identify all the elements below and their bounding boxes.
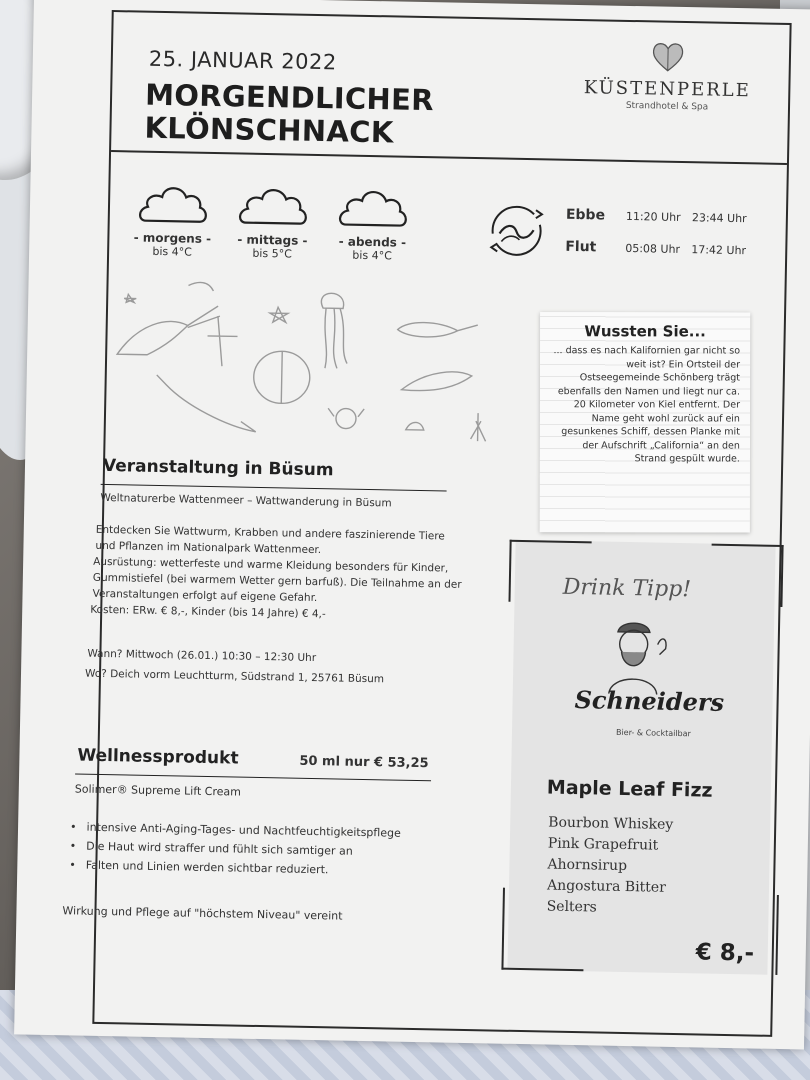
- ingredient: Selters: [546, 898, 597, 916]
- weather-evening: [327, 184, 418, 263]
- logo-name: KÜSTENPERLE: [583, 77, 752, 102]
- event-subtitle: Weltnaturerbe Wattenmeer – Wattwanderung in Büsum: [100, 491, 392, 510]
- sea-creatures-illustration: [105, 274, 508, 452]
- wellness-bullet: • intensive Anti-Aging-Tages- und Nachtfeuchtigkeitspflege: [70, 817, 470, 844]
- cloud-icon: [236, 182, 311, 227]
- wellness-bullets: [69, 817, 470, 882]
- wellness-bullet: • Die Haut wird straffer und fühlt sich samtiger an: [70, 836, 470, 863]
- bar-brand-subtitle: Bier- & Cocktailbar: [615, 727, 691, 739]
- sailor-illustration: [599, 613, 671, 694]
- did-you-know-card: [540, 312, 750, 532]
- issue-date: 25. JANUAR 2022: [148, 46, 337, 75]
- tide-time-1: 11:20 Uhr: [625, 209, 681, 224]
- page-frame: [62, 10, 791, 1037]
- drink-tip-heading: Drink Tipp!: [562, 574, 692, 603]
- logo-subtitle: Strandhotel & Spa: [625, 100, 709, 113]
- newsletter-page: [14, 0, 810, 1049]
- weather-temp: bis 4°C: [152, 244, 192, 259]
- tide-flood: [565, 238, 747, 258]
- tide-time-1: 05:08 Uhr: [625, 241, 681, 256]
- tide-time-2: 17:42 Uhr: [691, 243, 747, 258]
- event-when: Wann? Mittwoch (26.01.) 10:30 – 12:30 Uhr: [87, 647, 317, 665]
- wellness-footer: Wirkung und Pflege auf "höchstem Niveau" vereint: [62, 904, 343, 923]
- wave-cycle-icon: [485, 201, 548, 260]
- wellness-bullet: • Falten und Linien werden sichtbar reduziert.: [69, 855, 469, 882]
- weather-morning: [127, 180, 218, 259]
- hotel-logo: [572, 39, 763, 114]
- tide-time-2: 23:44 Uhr: [691, 211, 747, 226]
- title-line-2: KLÖNSCHNACK: [144, 110, 394, 150]
- ingredient: Angostura Bitter: [546, 877, 667, 896]
- wellness-title: Wellnessprodukt: [77, 745, 239, 769]
- weather-noon: [227, 182, 318, 261]
- corner-bracket: [710, 544, 783, 607]
- weather-label: - morgens -: [133, 230, 212, 246]
- cloud-icon: [336, 184, 411, 229]
- wellness-price: 50 ml nur € 53,25: [299, 753, 429, 772]
- header-divider: [111, 150, 787, 165]
- title-line-1: MORGENDLICHER: [144, 77, 435, 118]
- ingredient: Pink Grapefruit: [547, 835, 659, 854]
- bar-brand: Schneiders: [574, 685, 725, 717]
- wellness-product: Solimer® Supreme Lift Cream: [74, 782, 242, 799]
- ingredient: Ahornsirup: [547, 856, 628, 875]
- weather-temp: bis 5°C: [252, 246, 292, 261]
- did-you-know-text: ... dass es nach Kalifornien gar nicht so weit ist? Ein Ortsteil der Ostseegemeinde Schönberg trägt ebenfalls den Namen und liegt nur ca. 20 Kilometer von Kiel entfernt. Der Name geht wohl zurück auf ein gesunkenes Schiff, dessen Planke mit der Aufschrift „California“ an den Strand gespült wurde.: [553, 345, 741, 465]
- heart-icon: [651, 40, 686, 73]
- tide-name: Flut: [565, 238, 597, 256]
- wellness-underline: [75, 773, 431, 781]
- weather-temp: bis 4°C: [352, 248, 392, 263]
- cocktail-price: € 8,-: [695, 939, 755, 967]
- corner-bracket: [763, 895, 779, 975]
- weather-label: - mittags -: [237, 232, 308, 248]
- event-equipment: Ausrüstung: wetterfeste und warme Kleidung besonders für Kinder, Gummistiefel (bei warmem Wetter gern barfuß). Die Teilnahme an der Veranstaltungen erfolgt auf eigene Gefahr.: [92, 555, 462, 605]
- event-where: Wo? Deich vorm Leuchtturm, Südstrand 1, 25761 Büsum: [84, 667, 385, 686]
- cocktail-ingredients: [546, 813, 673, 920]
- event-costs: Kosten: ERw. € 8,-, Kinder (bis 14 Jahre) € 4,-: [90, 603, 326, 621]
- tide-name: Ebbe: [565, 206, 606, 224]
- did-you-know-title: Wussten Sie...: [584, 322, 706, 341]
- event-title: Veranstaltung in Büsum: [102, 455, 334, 481]
- cloud-icon: [136, 181, 211, 226]
- tide-ebb: [565, 206, 747, 226]
- drink-tip-panel: [507, 540, 775, 975]
- event-intro: Entdecken Sie Wattwurm, Krabben und andere faszinierende Tiere und Pflanzen im Nationalpark Wattenmeer.: [95, 523, 445, 557]
- ingredient: Bourbon Whiskey: [548, 814, 674, 833]
- cocktail-name: Maple Leaf Fizz: [546, 776, 713, 802]
- weather-label: - abends -: [338, 234, 407, 250]
- page-title: [144, 79, 434, 151]
